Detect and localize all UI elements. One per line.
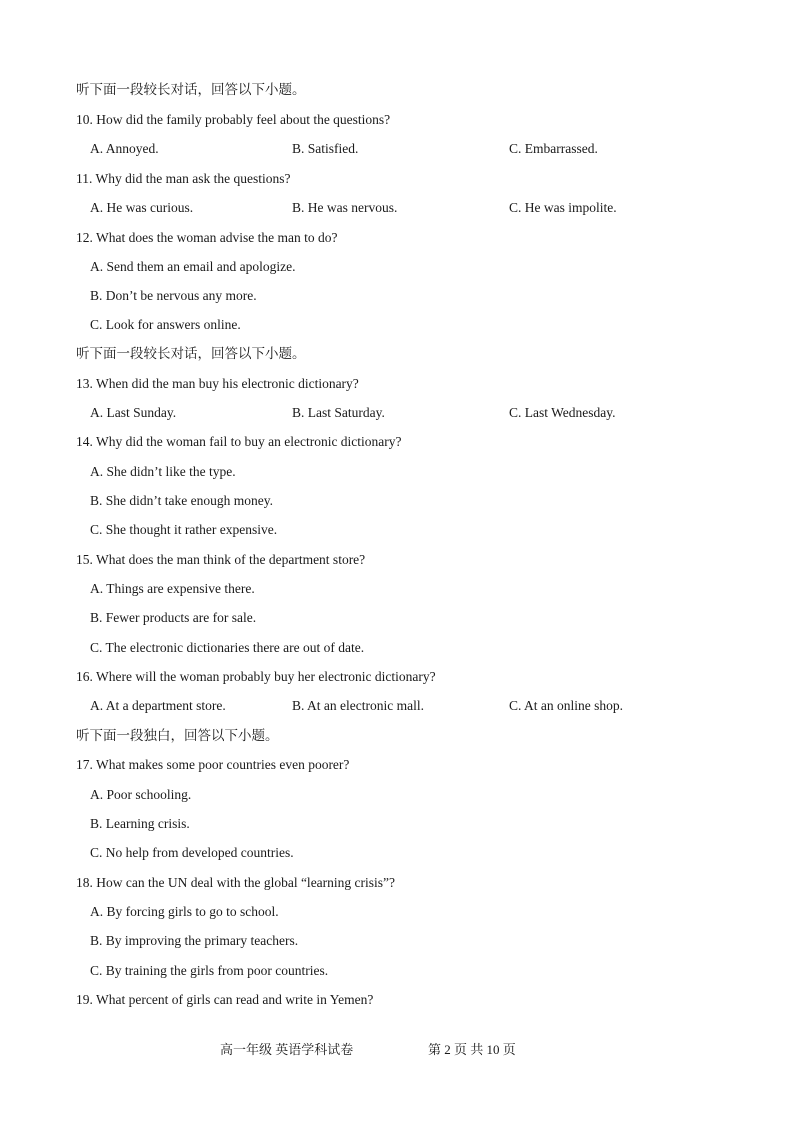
question-11-stem: 11. Why did the man ask the questions? xyxy=(76,171,291,186)
question-14-option-a: A. She didn’t like the type. xyxy=(90,464,236,479)
question-12-option-c: C. Look for answers online. xyxy=(90,317,241,332)
question-18-option-c: C. By training the girls from poor countries. xyxy=(90,963,329,978)
footer-course-title: 高一年级 英语学科试卷 xyxy=(220,1042,354,1057)
question-13-option-b: B. Last Saturday. xyxy=(292,405,385,420)
question-13-option-c: C. Last Wednesday. xyxy=(509,405,616,420)
question-16-option-b: B. At an electronic mall. xyxy=(292,698,424,713)
section-instruction: 听下面一段较长对话，回答以下小题。 xyxy=(76,346,306,361)
question-12-option-a: A. Send them an email and apologize. xyxy=(90,259,296,274)
question-13-option-a: A. Last Sunday. xyxy=(90,405,177,420)
question-18-stem: 18. How can the UN deal with the global “learning crisis”? xyxy=(76,875,396,890)
question-11-option-b: B. He was nervous. xyxy=(292,200,398,215)
question-11-option-c: C. He was impolite. xyxy=(509,200,617,215)
question-14-option-c: C. She thought it rather expensive. xyxy=(90,522,278,537)
question-11-option-a: A. He was curious. xyxy=(90,200,194,215)
question-17-option-b: B. Learning crisis. xyxy=(90,816,190,831)
question-17-stem: 17. What makes some poor countries even poorer? xyxy=(76,757,350,772)
question-18-option-a: A. By forcing girls to go to school. xyxy=(90,904,279,919)
question-16-option-a: A. At a department store. xyxy=(90,698,226,713)
question-14-option-b: B. She didn’t take enough money. xyxy=(90,493,273,508)
question-10-option-c: C. Embarrassed. xyxy=(509,141,598,156)
question-15-stem: 15. What does the man think of the department store? xyxy=(76,552,366,567)
question-15-option-c: C. The electronic dictionaries there are out of date. xyxy=(90,640,365,655)
question-12-stem: 12. What does the woman advise the man to do? xyxy=(76,230,338,245)
question-15-option-b: B. Fewer products are for sale. xyxy=(90,610,257,625)
footer-page-number: 第 2 页 共 10 页 xyxy=(428,1042,516,1057)
section-instruction: 听下面一段较长对话，回答以下小题。 xyxy=(76,82,306,97)
section-instruction: 听下面一段独白，回答以下小题。 xyxy=(76,728,279,743)
question-12-option-b: B. Don’t be nervous any more. xyxy=(90,288,257,303)
question-19-stem: 19. What percent of girls can read and write in Yemen? xyxy=(76,992,374,1007)
question-10-option-b: B. Satisfied. xyxy=(292,141,359,156)
question-16-option-c: C. At an online shop. xyxy=(509,698,623,713)
question-17-option-a: A. Poor schooling. xyxy=(90,787,192,802)
question-18-option-b: B. By improving the primary teachers. xyxy=(90,933,299,948)
question-15-option-a: A. Things are expensive there. xyxy=(90,581,255,596)
question-17-option-c: C. No help from developed countries. xyxy=(90,845,294,860)
question-13-stem: 13. When did the man buy his electronic dictionary? xyxy=(76,376,359,391)
question-16-stem: 16. Where will the woman probably buy her electronic dictionary? xyxy=(76,669,436,684)
question-10-option-a: A. Annoyed. xyxy=(90,141,159,156)
question-14-stem: 14. Why did the woman fail to buy an electronic dictionary? xyxy=(76,434,402,449)
question-10-stem: 10. How did the family probably feel about the questions? xyxy=(76,112,391,127)
